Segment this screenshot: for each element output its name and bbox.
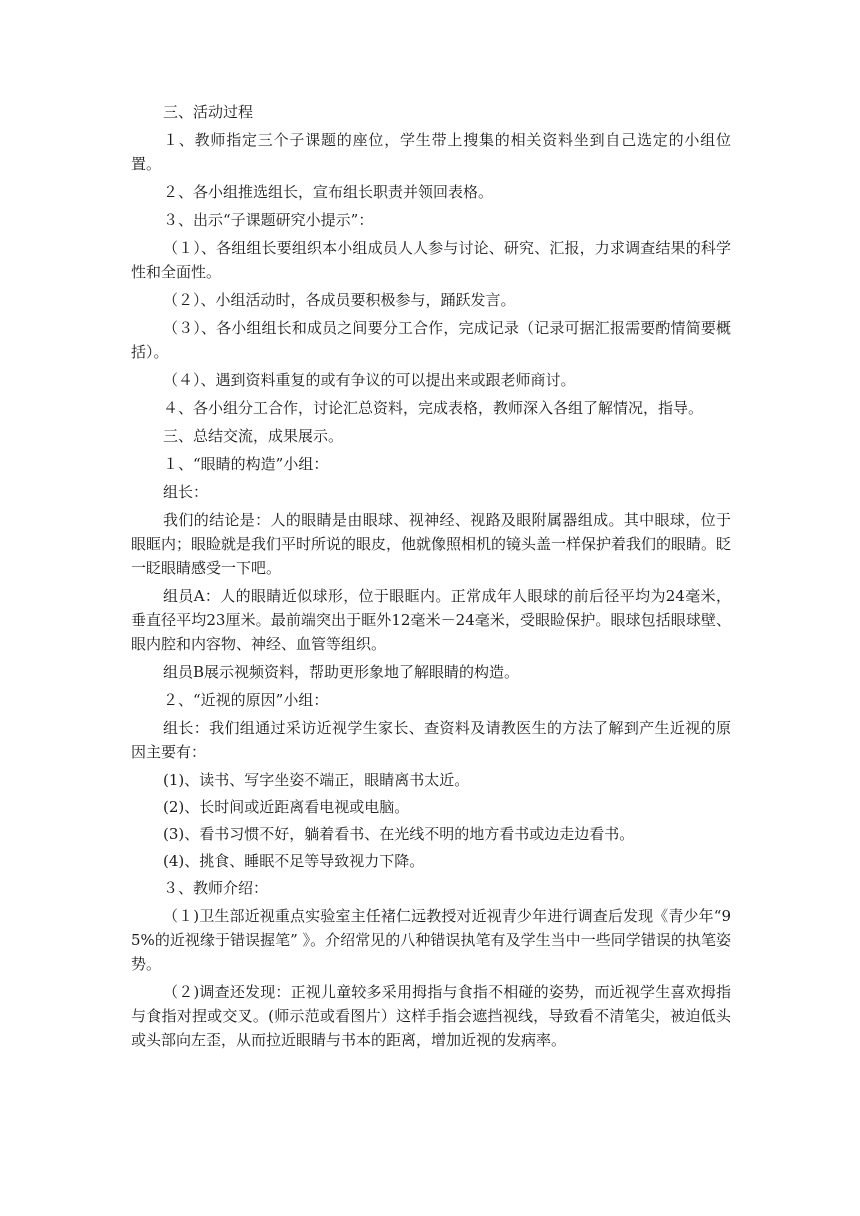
paragraph: １、教师指定三个子课题的座位，学生带上搜集的相关资料坐到自己选定的小组位置。 [131, 131, 731, 173]
paragraph: ３、出示“子课题研究小提示”： [163, 211, 374, 229]
paragraph: ２、“近视的原因”小组： [163, 691, 329, 709]
paragraph: （２)调查还发现：正视儿童较多采用拇指与食指不相碰的姿势，而近视学生喜欢拇指与食指对捏或交叉。(师示范或看图片）这样手指会遮挡视线，导致看不清笔尖，被迫低头或头部向左歪，从而拉近眼睛与书本的距离，增加近视的发病率。 [131, 983, 731, 1049]
paragraph: ２、各小组推选组长，宣布组长职责并领回表格。 [163, 183, 494, 201]
paragraph: ３、教师介绍： [163, 879, 269, 897]
paragraph: （３）、各小组组长和成员之间要分工合作，完成记录（记录可据汇报需要酌情简要概括）。 [131, 319, 731, 361]
document-page [131, 100, 731, 1056]
paragraph: （１)卫生部近视重点实验室主任褚仁远教授对近视青少年进行调查后发现《青少年“95%的近视缘于错误握笔” 》。介绍常见的八种错误执笔有及学生当中一些同学错误的执笔姿势。 [131, 907, 731, 973]
paragraph: 我们的结论是：人的眼睛是由眼球、视神经、视路及眼附属器组成。其中眼球，位于眼眶内；眼睑就是我们平时所说的眼皮，他就像照相机的镜头盖一样保护着我们的眼睛。眨一眨眼睛感受一下吧。 [131, 511, 732, 577]
paragraph: 组长：我们组通过采访近视学生家长、查资料及请教医生的方法了解到产生近视的原因主要有： [131, 719, 731, 761]
list-item: (3)、看书习惯不好，躺着看书、在光线不明的地方看书或边走边看书。 [163, 825, 635, 843]
list-item: (2)、长时间或近距离看电视或电脑。 [163, 798, 410, 816]
paragraph: １、“眼睛的构造”小组： [163, 455, 329, 473]
section-heading: 三、活动过程 [163, 103, 254, 121]
list-item: (1)、读书、写字坐姿不端正，眼睛离书太近。 [163, 771, 470, 789]
section-heading: 三、总结交流，成果展示。 [163, 427, 344, 445]
paragraph: ４、各小组分工合作，讨论汇总资料，完成表格，教师深入各组了解情况，指导。 [163, 399, 704, 417]
paragraph: 组员A：人的眼睛近似球形，位于眼眶内。正常成年人眼球的前后径平均为24毫米，垂直径平均23厘米。最前端突出于眶外12毫米－24毫米，受眼睑保护。眼球包括眼球壁、眼内腔和内容物、神经、血管等组织。 [131, 587, 731, 653]
list-item: (4)、挑食、睡眠不足等导致视力下降。 [163, 852, 425, 870]
paragraph: （２）、小组活动时，各成员要积极参与，踊跃发言。 [163, 291, 516, 309]
paragraph: （１）、各组组长要组织本小组成员人人参与讨论、研究、汇报，力求调查结果的科学性和全面性。 [131, 239, 731, 281]
paragraph: 组长： [163, 483, 209, 501]
paragraph: （４）、遇到资料重复的或有争议的可以提出来或跟老师商讨。 [163, 371, 576, 389]
paragraph: 组员B展示视频资料，帮助更形象地了解眼睛的构造。 [163, 663, 520, 681]
